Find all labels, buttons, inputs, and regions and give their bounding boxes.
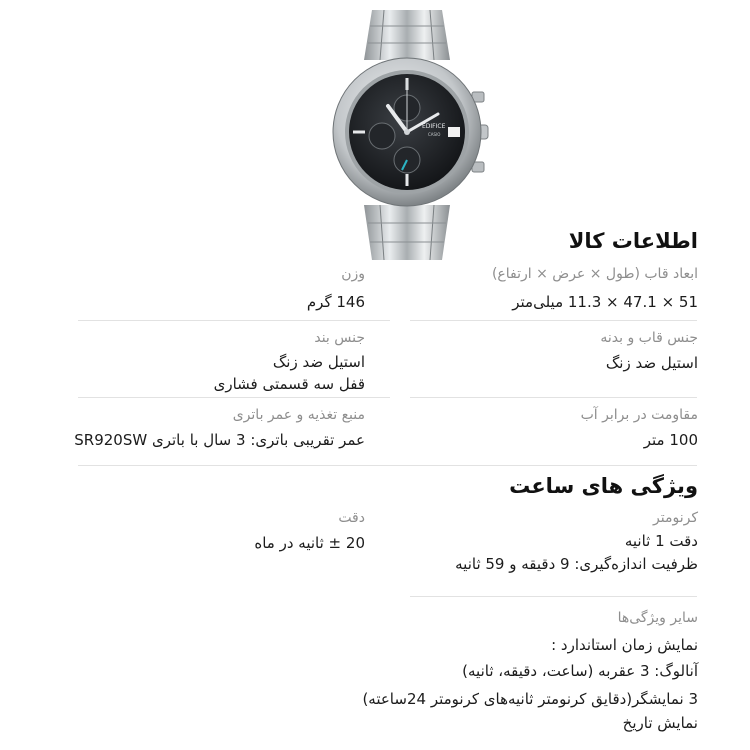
other-features-line-1: نمایش زمان استاندارد : [551, 636, 698, 654]
maker-logo: CASIO [428, 132, 441, 137]
dimensions-value: 51 × 47.1 × 11.3 میلی‌متر [512, 293, 698, 311]
divider [78, 320, 390, 321]
band-material-label: جنس بند [314, 330, 365, 346]
chronometer-label: کرنومتر [653, 510, 698, 526]
weight-label: وزن [341, 266, 365, 282]
watch-band-bottom [364, 205, 450, 260]
divider [410, 596, 697, 597]
accuracy-value: 20 ± ثانیه در ماه [254, 534, 365, 552]
weight-value: 146 گرم [306, 293, 365, 311]
product-watch-image [322, 10, 492, 260]
watch-band-top [364, 10, 450, 60]
section-divider [78, 465, 697, 466]
power-value: عمر تقریبی باتری: 3 سال با باتری SR920SW [74, 431, 365, 449]
accuracy-label: دقت [338, 510, 365, 526]
divider [410, 397, 697, 398]
divider [410, 320, 697, 321]
band-material-line-1: استیل ضد زنگ [272, 353, 365, 371]
other-features-line-4: نمایش تاریخ [622, 714, 698, 732]
other-features-line-2: آنالوگ: 3 عقربه (ساعت، دقیقه، ثانیه) [462, 662, 698, 680]
case-material-value: استیل ضد زنگ [605, 354, 698, 372]
chronometer-line-1: دقت 1 ثانیه [624, 532, 698, 550]
dimensions-label: ابعاد قاب (طول × عرض × ارتفاع) [491, 266, 698, 282]
case-material-label: جنس قاب و بدنه [600, 330, 698, 346]
divider [78, 397, 390, 398]
chronometer-line-2: ظرفیت اندازه‌گیری: 9 دقیقه و 59 ثانیه [455, 555, 698, 573]
brand-logo: EDIFICE [422, 123, 446, 130]
power-label: منبع تغذیه و عمر باتری [232, 407, 365, 423]
water-resistance-label: مقاومت در برابر آب [580, 407, 698, 423]
other-features-line-3: 3 نمایشگر(دقایق کرنومتر ثانیه‌های کرنومتر 24ساعته) [362, 690, 698, 708]
other-features-label: سایر ویژگی‌ها [617, 610, 698, 626]
info-title: اطلاعات کالا [568, 229, 698, 253]
features-title: ویژگی های ساعت [509, 474, 698, 498]
water-resistance-value: 100 متر [643, 431, 698, 449]
band-material-line-2: قفل سه قسمتی فشاری [213, 375, 365, 393]
